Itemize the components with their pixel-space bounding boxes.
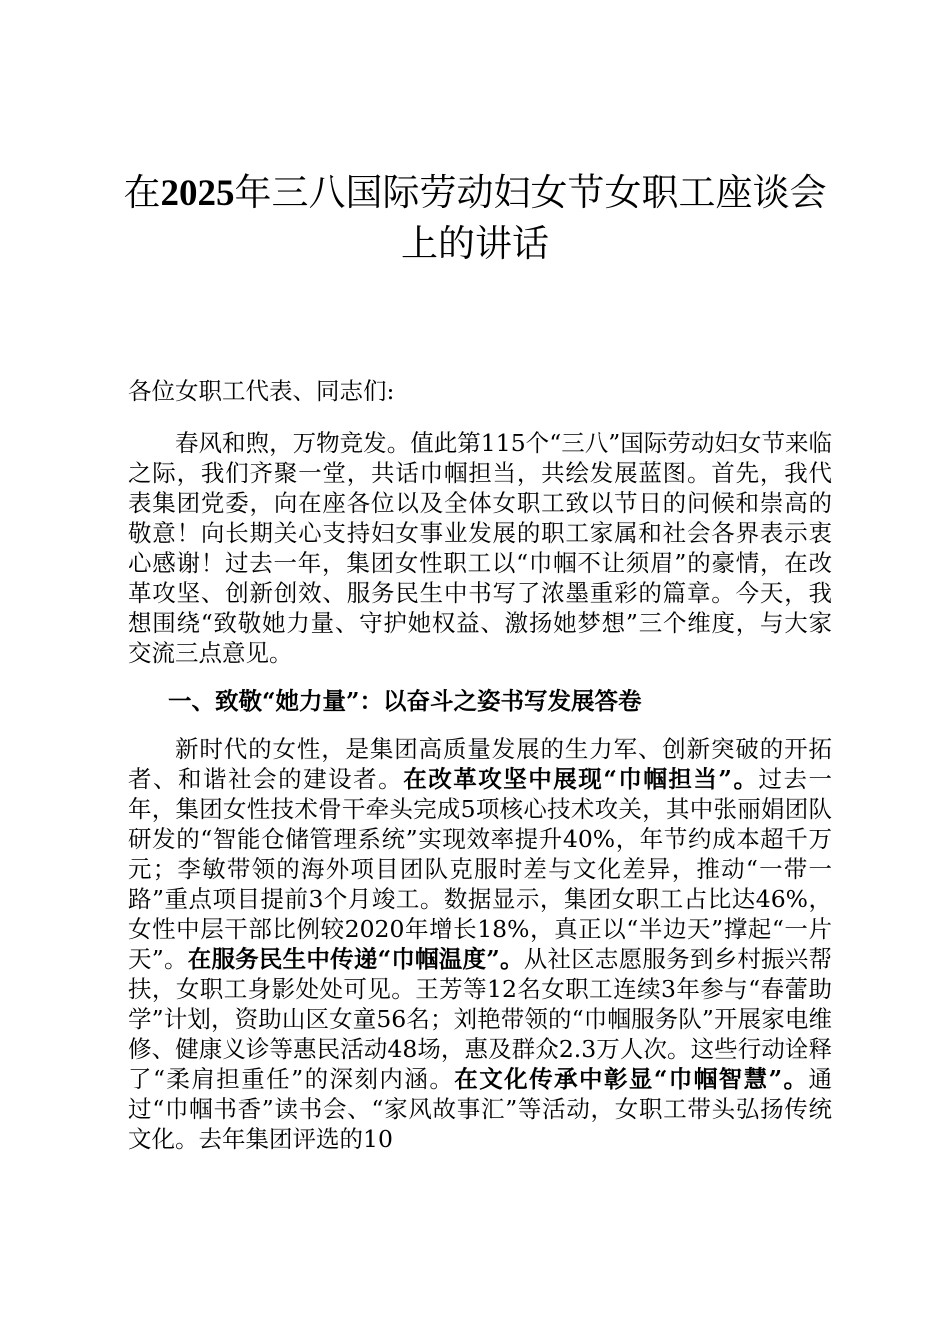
document-body (128, 376, 832, 1154)
title-year: 2025 (160, 173, 235, 214)
s1-text-c: 过去一年，集团女性技术骨干牵头完成5项核心技术攻关，其中张丽娟团队研发的“智能仓储管理系统”实现效率提升40%，年节约成本超千万元；李敏带领的海外项目团队克服时差与文化差异，推动“一带一路”重点项目提前3个月竣工。数据显示，集团女职工占比达46%，女性中层干部比例较2020年增长18%，真正以“半边天”撑起“一片天”。 (128, 765, 833, 973)
s1-text-e: 从社区志愿服务到乡村振兴帮扶，女职工身影处处可见。王芳等12名女职工连续3年参与“春蕾助学”计划，资助山区女童56名；刘艳带领的“巾帼服务队”开展家电维修、健康义诊等惠民活动48场，惠及群众2.3万人次。这些行动诠释了“柔肩担重任”的深刻内涵。 (128, 945, 833, 1093)
s1-bold-b: 在改革攻坚中展现“巾帼担当”。 (403, 765, 759, 793)
s1-bold-d: 在服务民生中传递“巾帼温度”。 (187, 945, 524, 973)
s1-text-a: 新时代的女性，是集团高质量发展的生力军、创新突破的开拓者、和谐社会的建设者。 (128, 735, 832, 793)
section-1-heading: 一、致敬“她力量”：以奋斗之姿书写发展答卷 (168, 687, 642, 715)
s1-text-g: 通过“巾帼书香”读书会、“家风故事汇”等活动，女职工带头弘扬传统文化。去年集团评选的10 (128, 1065, 832, 1153)
title-prefix: 在 (123, 171, 161, 214)
salutation: 各位女职工代表、同志们: (128, 377, 395, 405)
title-line2: 上的讲话 (401, 222, 549, 265)
s1-bold-f: 在文化传承中彰显“巾帼智慧”。 (454, 1065, 809, 1093)
intro-paragraph: 春风和煦，万物竞发。值此第115个“三八”国际劳动妇女节来临之际，我们齐聚一堂，共话巾帼担当，共绘发展蓝图。首先，我代表集团党委，向在座各位以及全体女职工致以节日的问候和崇高的敬意！向长期关心支持妇女事业发展的职工家属和社会各界表示衷心感谢！过去一年，集团女性职工以“巾帼不让须眉”的豪情，在改革攻坚、创新创效、服务民生中书写了浓墨重彩的篇章。今天，我想围绕“致敬她力量、守护她权益、激扬她梦想”三个维度，与大家交流三点意见。 (128, 429, 832, 667)
page-title (120, 168, 830, 269)
section-1-paragraph (128, 734, 832, 1154)
title-line1-rest: 年三八国际劳动妇女节女职工座谈会 (234, 171, 827, 214)
